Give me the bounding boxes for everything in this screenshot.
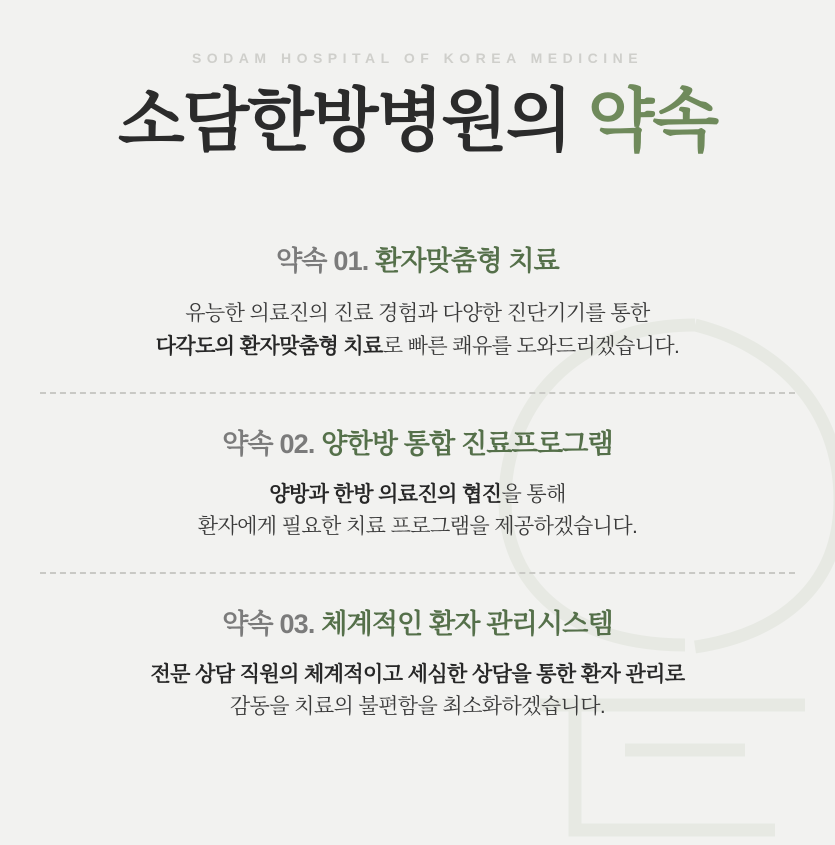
text-after: 을 통해 bbox=[501, 482, 566, 506]
promise-title bbox=[40, 422, 795, 461]
divider bbox=[40, 392, 795, 394]
promise-topic: 환자맞춤형 치료 bbox=[375, 246, 559, 277]
text-bold: 양방과 한방 의료진의 협진 bbox=[269, 482, 502, 506]
promise-item bbox=[40, 602, 795, 724]
promise-item bbox=[40, 422, 795, 544]
promise-title bbox=[40, 602, 795, 641]
text-before: 감동을 치료의 불편함을 최소화하겠습니다. bbox=[229, 695, 606, 719]
promise-body-line bbox=[40, 659, 795, 692]
promise-number: 약속 02. bbox=[222, 428, 315, 459]
promise-number: 약속 03. bbox=[222, 608, 315, 639]
divider bbox=[40, 572, 795, 574]
promise-body-line bbox=[40, 691, 795, 724]
promise-body-line bbox=[40, 511, 795, 544]
promise-item bbox=[40, 239, 795, 363]
promise-body-line bbox=[40, 479, 795, 512]
promise-list bbox=[40, 239, 795, 723]
promise-body-line bbox=[40, 331, 795, 364]
page-title-main: 소담한방병원의 bbox=[117, 82, 571, 159]
promise-body bbox=[40, 659, 795, 724]
text-bold: 다각도의 환자맞춤형 치료 bbox=[155, 335, 383, 359]
promise-body-line bbox=[40, 298, 795, 331]
text-before: 환자에게 필요한 치료 프로그램을 제공하겠습니다. bbox=[197, 515, 638, 539]
page-title bbox=[40, 82, 795, 159]
text-bold: 전문 상담 직원의 체계적이고 세심한 상담을 통한 환자 관리로 bbox=[150, 662, 685, 686]
promise-body bbox=[40, 298, 795, 363]
promise-topic: 체계적인 환자 관리시스템 bbox=[321, 608, 613, 639]
promise-topic: 양한방 통합 진료프로그램 bbox=[321, 428, 613, 459]
promise-number: 약속 01. bbox=[276, 246, 369, 277]
text-after: 로 빠른 쾌유를 도와드리겠습니다. bbox=[382, 335, 680, 359]
text-before: 유능한 의료진의 진료 경험과 다양한 진단기기를 통한 bbox=[185, 302, 650, 326]
promise-title bbox=[40, 239, 795, 278]
eyebrow-text: SODAM HOSPITAL OF KOREA MEDICINE bbox=[191, 50, 644, 66]
promise-body bbox=[40, 479, 795, 544]
page-title-accent: 약속 bbox=[587, 82, 718, 159]
